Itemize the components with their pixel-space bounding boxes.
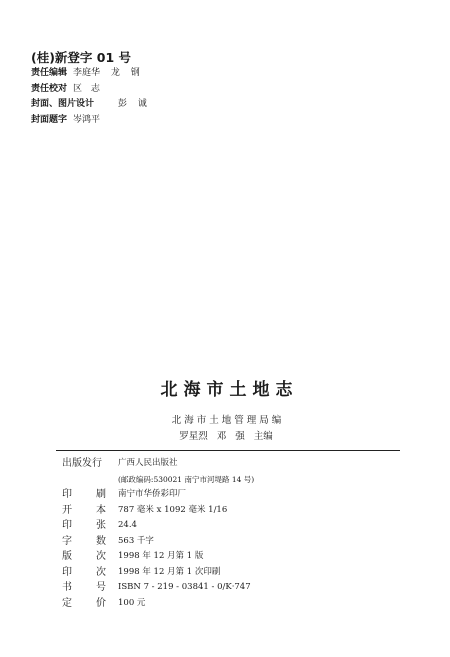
chief-editors-line: 罗星烈 邓 强 主编 [179, 431, 273, 442]
cip-label-char: 本 [96, 504, 106, 516]
cip-label-char: 价 [96, 597, 106, 609]
cip-value: 广西人民出版社 [118, 458, 178, 468]
cip-label-char: 印 [62, 489, 72, 500]
credit-row-cover-calligraphy [31, 113, 147, 129]
cip-label [62, 596, 106, 612]
credit-names: 区 志 [73, 83, 100, 94]
credit-label: 责任校对 [31, 83, 68, 94]
cip-row-format [62, 503, 392, 519]
cip-value: 南宁市华侨彩印厂 [118, 489, 187, 499]
credit-label: 封面题字 [31, 114, 68, 125]
cip-label: 出版发行 [62, 458, 102, 469]
book-title: 北海市土地志 [160, 380, 299, 400]
cip-row-price [62, 596, 392, 612]
cip-label-char: 印 [62, 520, 72, 531]
divider-rule [56, 450, 400, 451]
cip-table [62, 456, 392, 611]
publisher-address: (邮政编码:530021 南宁市河堤路 14 号) [118, 474, 255, 484]
cip-label-char: 字 [62, 535, 72, 547]
cip-value: 787 毫米 x 1092 毫米 1/16 [118, 504, 228, 515]
cip-label-char: 印 [62, 566, 72, 578]
cip-label-char: 次 [96, 566, 106, 578]
credit-names: 彭 诚 [118, 99, 147, 109]
cip-label-char: 版 [62, 551, 72, 562]
credit-row-editor [31, 66, 147, 82]
cip-value: ISBN 7 - 219 - 03841 - 0/K·747 [118, 582, 251, 592]
cip-label [62, 580, 106, 596]
cip-row-isbn [62, 580, 392, 596]
cip-label-char: 张 [96, 520, 106, 531]
cip-label [62, 534, 106, 550]
credit-label: 封面、图片设计 [31, 99, 95, 109]
cip-label-char: 开 [62, 504, 72, 516]
cip-row-address [62, 472, 392, 488]
compiler-line: 北海市土地管理局编 [171, 415, 285, 426]
cip-label-char: 次 [96, 551, 106, 562]
cip-row-sheets [62, 518, 392, 534]
cip-value: 24.4 [118, 520, 137, 530]
cip-label-char: 数 [96, 535, 106, 547]
cip-value: 1998 年 12 月第 1 版 [118, 551, 204, 561]
cip-value: 563 千字 [118, 535, 154, 546]
registration-number: (桂)新登字 01 号 [31, 50, 132, 65]
credit-row-proofreader [31, 82, 147, 98]
cip-value: 100 元 [118, 597, 146, 608]
cip-row-publisher [62, 456, 392, 472]
cip-label [62, 518, 106, 534]
cip-row-printer [62, 487, 392, 503]
cip-value: 1998 年 12 月第 1 次印刷 [118, 566, 221, 577]
cip-label [62, 565, 106, 581]
cip-label-char: 号 [96, 582, 106, 593]
credits-block [31, 50, 147, 128]
cip-label [62, 549, 106, 565]
cip-label [62, 487, 106, 503]
cip-label-char: 书 [62, 582, 72, 593]
cip-row-edition [62, 549, 392, 565]
credit-label: 责任编辑 [31, 68, 68, 78]
cip-label-char: 定 [62, 597, 72, 609]
credit-names: 岑鸿平 [73, 114, 101, 125]
cip-row-words [62, 534, 392, 550]
cip-row-printing [62, 565, 392, 581]
credit-row-designer [31, 97, 147, 113]
credit-names: 李庭华 龙 钢 [73, 68, 140, 78]
cip-label-char: 刷 [96, 489, 106, 500]
cip-label [62, 503, 106, 519]
